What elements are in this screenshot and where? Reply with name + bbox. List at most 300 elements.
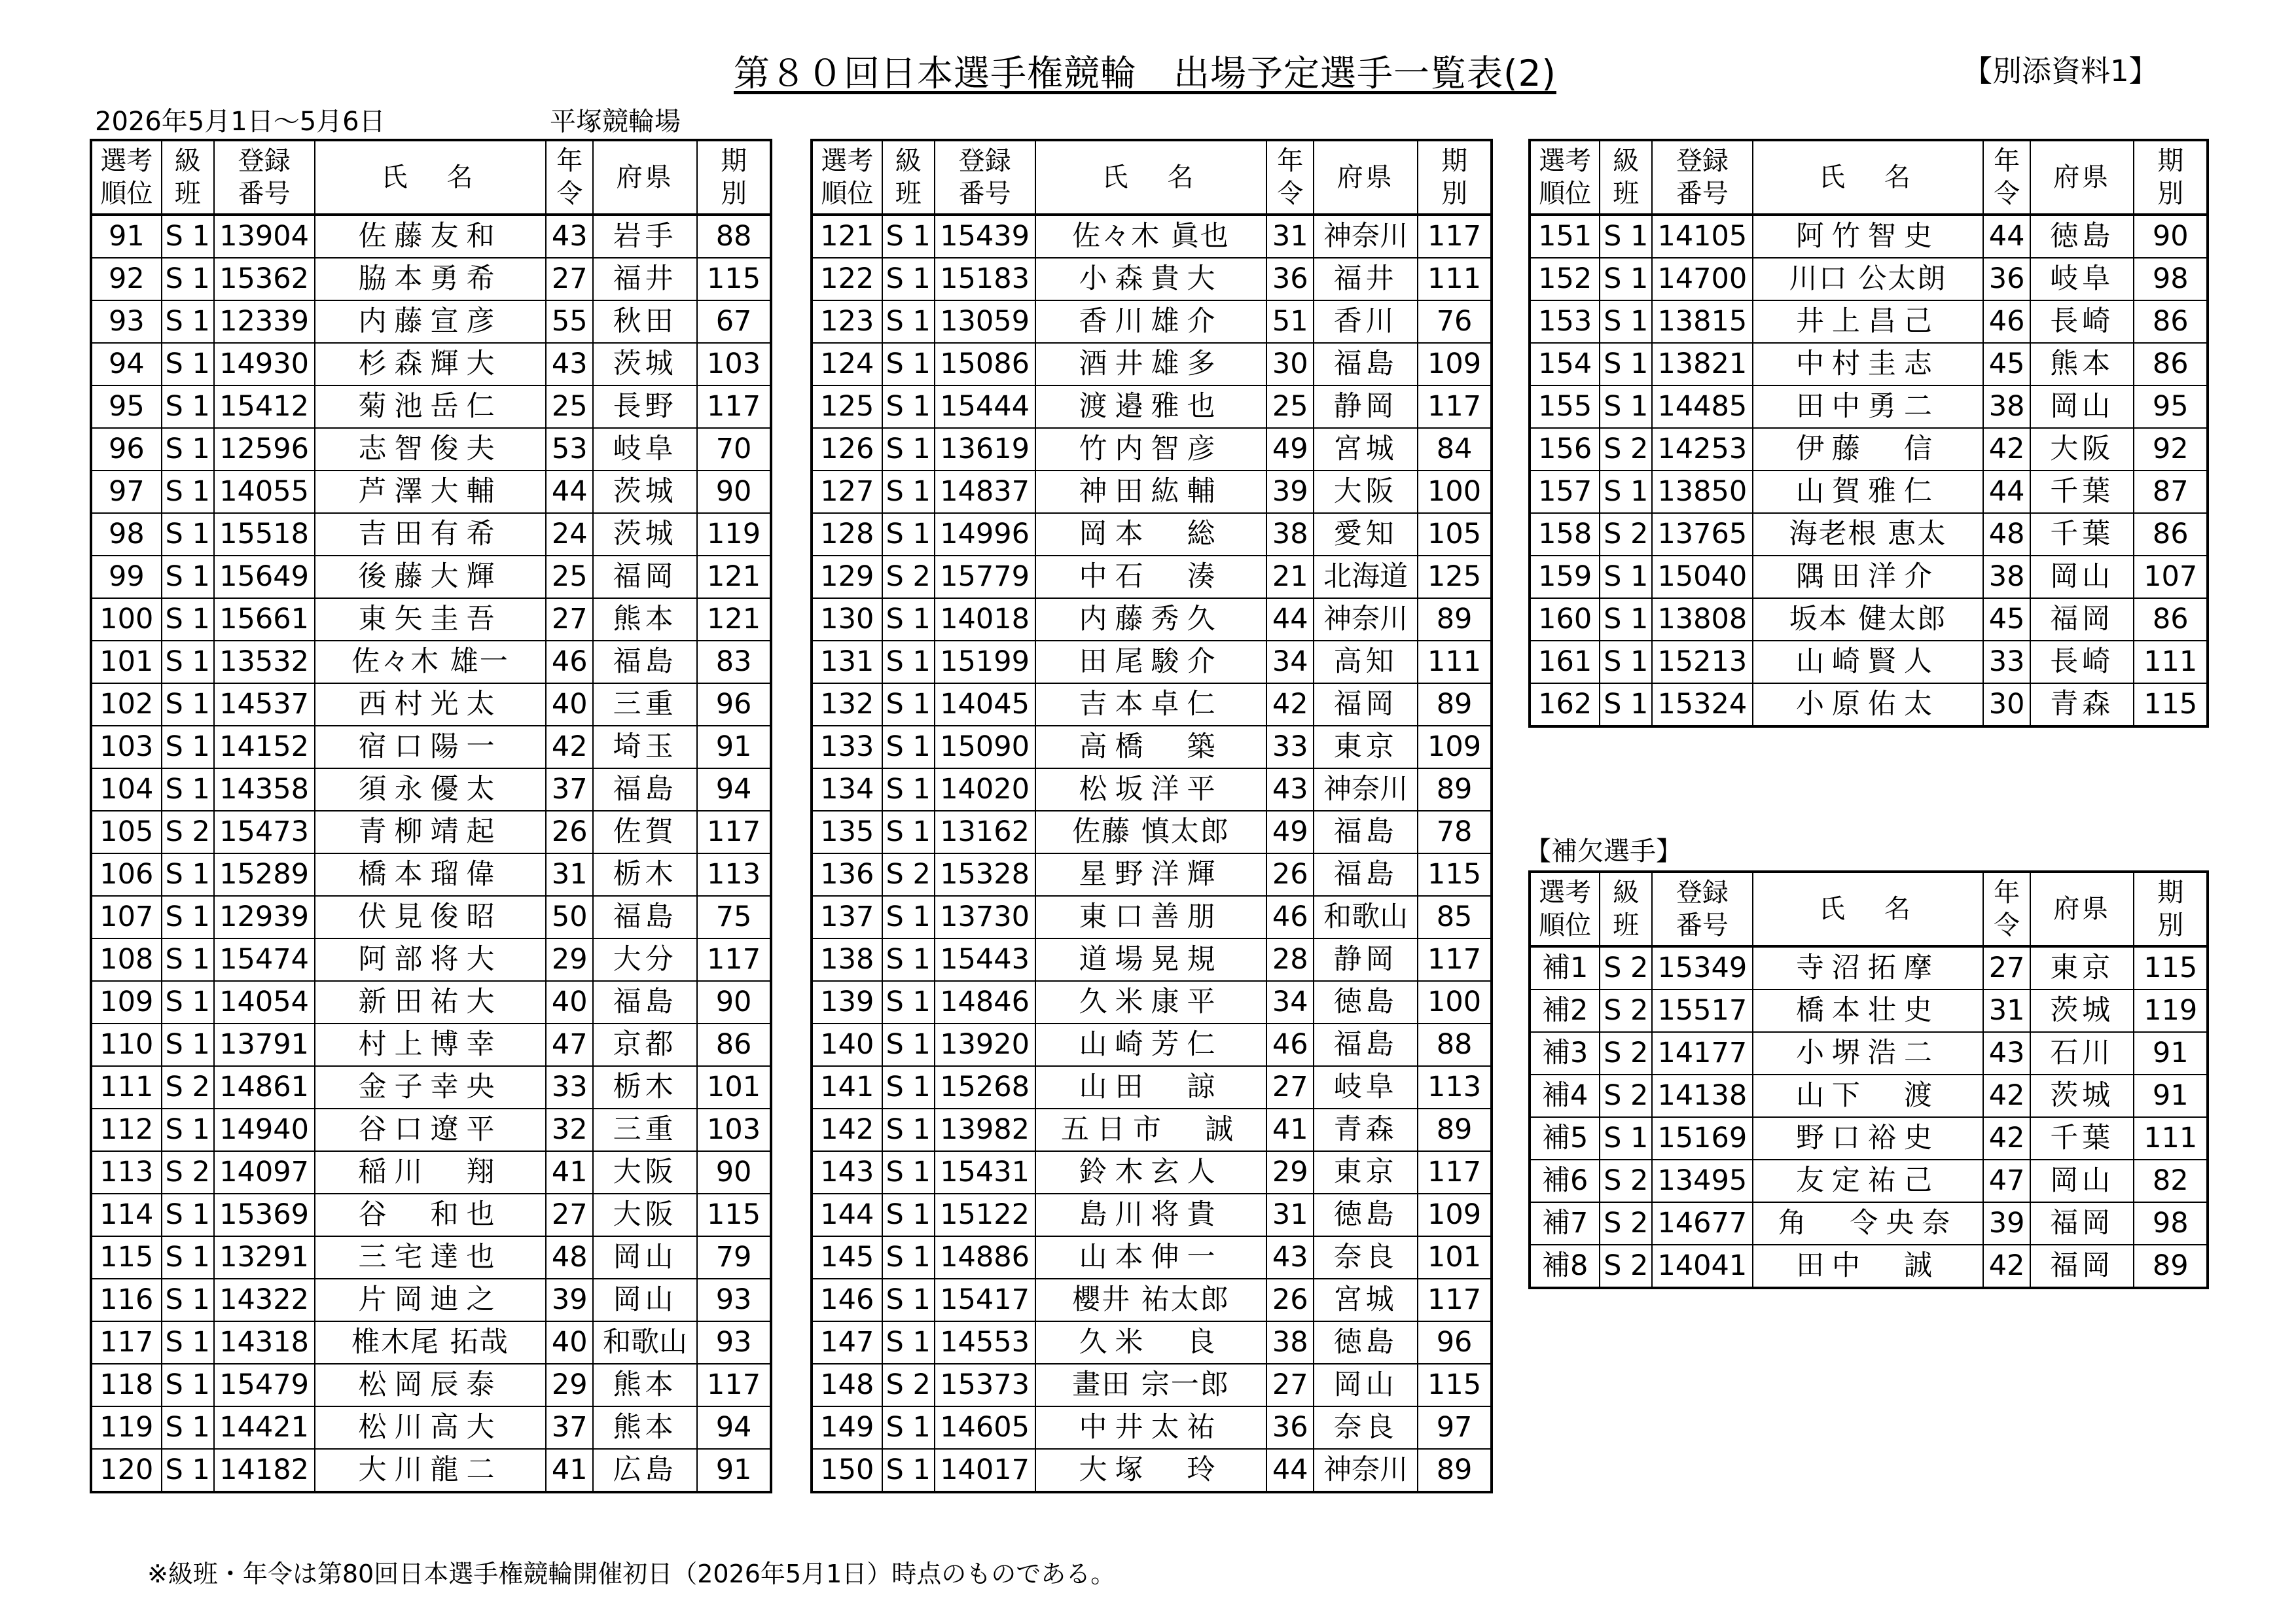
reg-cell: 15349 [1652, 946, 1752, 990]
term-cell: 91 [2134, 1075, 2208, 1117]
reg-cell: 15373 [935, 1364, 1035, 1406]
pref-cell: 福岡 [593, 556, 697, 598]
table-row [812, 258, 1492, 300]
table-row [91, 598, 771, 641]
rank-cell: 127 [812, 471, 882, 513]
class-cell: S 1 [882, 1321, 935, 1364]
pref-cell: 大阪 [2030, 428, 2134, 471]
age-cell: 46 [1266, 896, 1314, 938]
name-cell: 伏見俊昭 [315, 896, 547, 938]
age-cell: 36 [1983, 258, 2030, 300]
name-col-header: 氏 名 [1753, 872, 1984, 946]
age-cell: 43 [546, 343, 593, 385]
name-cell: 角 令央奈 [1753, 1202, 1984, 1245]
class-cell: S 1 [162, 300, 214, 343]
age-col-header: 年 令 [1983, 872, 2030, 946]
reg-cell: 14322 [214, 1279, 315, 1321]
term-cell: 103 [697, 1109, 771, 1151]
name-cell: 久米 良 [1035, 1321, 1267, 1364]
class-cell: S 1 [162, 726, 214, 768]
name-cell: 松坂洋平 [1035, 768, 1267, 811]
reg-cell: 14055 [214, 471, 315, 513]
pref-cell: 千葉 [2030, 513, 2134, 556]
pref-cell: 東京 [2030, 946, 2134, 990]
term-cell: 95 [2134, 385, 2208, 428]
age-cell: 48 [1983, 513, 2030, 556]
rank-cell: 154 [1530, 343, 1600, 385]
reg-col-header: 登録 番号 [1652, 872, 1752, 946]
class-cell: S 1 [882, 1194, 935, 1236]
class-cell: S 1 [1600, 343, 1652, 385]
table-row [1530, 343, 2208, 385]
name-cell: 東口善朋 [1035, 896, 1267, 938]
age-cell: 45 [1983, 598, 2030, 641]
table-row [91, 1151, 771, 1194]
rank-cell: 97 [91, 471, 162, 513]
age-cell: 38 [1266, 1321, 1314, 1364]
reg-cell: 12939 [214, 896, 315, 938]
term-cell: 117 [697, 938, 771, 981]
rank-cell: 128 [812, 513, 882, 556]
name-cell: 松岡辰泰 [315, 1364, 547, 1406]
term-cell: 84 [1418, 428, 1492, 471]
rank-cell: 117 [91, 1321, 162, 1364]
rank-cell: 147 [812, 1321, 882, 1364]
table-row [812, 896, 1492, 938]
table-row [91, 343, 771, 385]
pref-cell: 長崎 [2030, 641, 2134, 683]
reg-cell: 14020 [935, 768, 1035, 811]
name-cell: 神田紘輔 [1035, 471, 1267, 513]
term-cell: 101 [1418, 1236, 1492, 1279]
age-cell: 24 [546, 513, 593, 556]
name-col-header: 氏 名 [315, 140, 547, 215]
term-cell: 97 [1418, 1406, 1492, 1449]
pref-cell: 岡山 [593, 1279, 697, 1321]
table-row [1530, 1245, 2208, 1288]
rank-cell: 142 [812, 1109, 882, 1151]
table-row [1530, 258, 2208, 300]
age-cell: 31 [1266, 215, 1314, 258]
pref-cell: 熊本 [593, 598, 697, 641]
pref-cell: 福島 [1314, 811, 1418, 853]
table-row [1530, 598, 2208, 641]
pref-cell: 福島 [593, 768, 697, 811]
term-cell: 96 [697, 683, 771, 726]
header-row [1530, 872, 2208, 946]
term-cell: 115 [1418, 853, 1492, 896]
name-cell: 阿竹智史 [1753, 215, 1984, 258]
rank-cell: 94 [91, 343, 162, 385]
pref-cell: 神奈川 [1314, 768, 1418, 811]
class-cell: S 2 [882, 556, 935, 598]
term-cell: 90 [697, 981, 771, 1024]
pref-cell: 北海道 [1314, 556, 1418, 598]
rank-cell: 129 [812, 556, 882, 598]
name-cell: 佐々木 雄一 [315, 641, 547, 683]
age-col-header: 年 令 [546, 140, 593, 215]
name-cell: 橋本瑠偉 [315, 853, 547, 896]
reg-cell: 15122 [935, 1194, 1035, 1236]
reg-cell: 14886 [935, 1236, 1035, 1279]
reg-cell: 15517 [1652, 990, 1752, 1032]
pref-cell: 長崎 [2030, 300, 2134, 343]
term-cell: 89 [1418, 1449, 1492, 1492]
class-cell: S 1 [162, 768, 214, 811]
reg-cell: 15649 [214, 556, 315, 598]
age-cell: 45 [1983, 343, 2030, 385]
reg-cell: 15289 [214, 853, 315, 896]
class-cell: S 1 [882, 1151, 935, 1194]
rank-cell: 141 [812, 1066, 882, 1109]
reg-cell: 13791 [214, 1024, 315, 1066]
term-cell: 119 [2134, 990, 2208, 1032]
name-cell: 中村圭志 [1753, 343, 1984, 385]
class-cell: S 1 [882, 300, 935, 343]
reg-cell: 14045 [935, 683, 1035, 726]
age-cell: 29 [546, 938, 593, 981]
rank-cell: 補4 [1530, 1075, 1600, 1117]
reg-cell: 14677 [1652, 1202, 1752, 1245]
class-cell: S 2 [1600, 946, 1652, 990]
class-cell: S 2 [1600, 513, 1652, 556]
table-row [1530, 1032, 2208, 1075]
reg-cell: 14700 [1652, 258, 1752, 300]
age-cell: 33 [1266, 726, 1314, 768]
rank-cell: 125 [812, 385, 882, 428]
table-row [91, 1449, 771, 1492]
pref-cell: 香川 [1314, 300, 1418, 343]
pref-cell: 東京 [1314, 726, 1418, 768]
pref-cell: 福島 [1314, 343, 1418, 385]
name-cell: 脇本勇希 [315, 258, 547, 300]
rank-cell: 162 [1530, 683, 1600, 726]
term-cell: 98 [2134, 258, 2208, 300]
rank-cell: 135 [812, 811, 882, 853]
name-cell: 田尾駿介 [1035, 641, 1267, 683]
pref-cell: 岡山 [593, 1236, 697, 1279]
pref-cell: 栃木 [593, 853, 697, 896]
table-row [812, 1151, 1492, 1194]
rank-cell: 116 [91, 1279, 162, 1321]
pref-cell: 福島 [593, 896, 697, 938]
pref-cell: 京都 [593, 1024, 697, 1066]
name-cell: 吉本卓仁 [1035, 683, 1267, 726]
reg-cell: 14182 [214, 1449, 315, 1492]
term-col-header: 期 別 [1418, 140, 1492, 215]
age-cell: 37 [546, 768, 593, 811]
age-cell: 47 [546, 1024, 593, 1066]
age-cell: 34 [1266, 981, 1314, 1024]
name-cell: 友定祐己 [1753, 1160, 1984, 1202]
table-row [91, 938, 771, 981]
class-cell: S 1 [882, 1279, 935, 1321]
reg-col-header: 登録 番号 [214, 140, 315, 215]
age-cell: 39 [1266, 471, 1314, 513]
term-cell: 109 [1418, 343, 1492, 385]
rank-cell: 補1 [1530, 946, 1600, 990]
name-cell: 村上博幸 [315, 1024, 547, 1066]
term-cell: 70 [697, 428, 771, 471]
reg-cell: 14421 [214, 1406, 315, 1449]
pref-cell: 青森 [2030, 683, 2134, 726]
reg-cell: 15328 [935, 853, 1035, 896]
term-cell: 100 [1418, 981, 1492, 1024]
table-row [1530, 990, 2208, 1032]
reg-cell: 14318 [214, 1321, 315, 1364]
reg-cell: 13291 [214, 1236, 315, 1279]
age-cell: 51 [1266, 300, 1314, 343]
reg-cell: 14177 [1652, 1032, 1752, 1075]
name-cell: 西村光太 [315, 683, 547, 726]
table-row [91, 1109, 771, 1151]
term-cell: 86 [2134, 513, 2208, 556]
name-cell: 須永優太 [315, 768, 547, 811]
age-cell: 33 [546, 1066, 593, 1109]
class-cell: S 1 [162, 385, 214, 428]
rank-cell: 124 [812, 343, 882, 385]
class-col-header: 級 班 [882, 140, 935, 215]
age-cell: 33 [1983, 641, 2030, 683]
class-cell: S 1 [882, 1066, 935, 1109]
term-cell: 89 [1418, 1109, 1492, 1151]
reg-cell: 13821 [1652, 343, 1752, 385]
table-row [812, 385, 1492, 428]
term-cell: 117 [697, 1364, 771, 1406]
reg-cell: 14041 [1652, 1245, 1752, 1288]
age-cell: 25 [546, 385, 593, 428]
name-cell: 岡本 総 [1035, 513, 1267, 556]
name-cell: 小森貴大 [1035, 258, 1267, 300]
rank-cell: 160 [1530, 598, 1600, 641]
pref-cell: 奈良 [1314, 1236, 1418, 1279]
name-cell: 橋本壮史 [1753, 990, 1984, 1032]
reg-cell: 15474 [214, 938, 315, 981]
class-col-header: 級 班 [162, 140, 214, 215]
age-cell: 36 [1266, 1406, 1314, 1449]
class-cell: S 1 [882, 343, 935, 385]
class-cell: S 1 [1600, 683, 1652, 726]
rank-cell: 103 [91, 726, 162, 768]
table-row [1530, 556, 2208, 598]
rank-cell: 139 [812, 981, 882, 1024]
age-cell: 42 [1983, 1117, 2030, 1160]
name-cell: 稲川 翔 [315, 1151, 547, 1194]
reg-cell: 15479 [214, 1364, 315, 1406]
table-row [812, 598, 1492, 641]
table-row [1530, 300, 2208, 343]
term-col-header: 期 別 [2134, 140, 2208, 215]
table-row [91, 1236, 771, 1279]
reg-cell: 14018 [935, 598, 1035, 641]
pref-cell: 埼玉 [593, 726, 697, 768]
class-cell: S 1 [882, 598, 935, 641]
age-cell: 40 [546, 683, 593, 726]
rank-col-header: 選考 順位 [812, 140, 882, 215]
table-row [812, 513, 1492, 556]
name-cell: 中井太祐 [1035, 1406, 1267, 1449]
reg-cell: 15412 [214, 385, 315, 428]
reg-cell: 15779 [935, 556, 1035, 598]
rank-cell: 補7 [1530, 1202, 1600, 1245]
class-cell: S 1 [882, 811, 935, 853]
rank-cell: 補8 [1530, 1245, 1600, 1288]
pref-cell: 熊本 [593, 1364, 697, 1406]
rank-cell: 111 [91, 1066, 162, 1109]
class-cell: S 1 [162, 428, 214, 471]
rank-cell: 106 [91, 853, 162, 896]
rank-cell: 132 [812, 683, 882, 726]
age-cell: 25 [546, 556, 593, 598]
term-cell: 109 [1418, 1194, 1492, 1236]
rank-cell: 109 [91, 981, 162, 1024]
age-cell: 31 [1983, 990, 2030, 1032]
term-cell: 117 [1418, 215, 1492, 258]
age-cell: 41 [1266, 1109, 1314, 1151]
pref-cell: 熊本 [2030, 343, 2134, 385]
age-cell: 27 [1983, 946, 2030, 990]
header-row [1530, 140, 2208, 215]
term-cell: 78 [1418, 811, 1492, 853]
pref-cell: 神奈川 [1314, 215, 1418, 258]
class-cell: S 1 [162, 1279, 214, 1321]
rank-cell: 93 [91, 300, 162, 343]
name-cell: 島川将貴 [1035, 1194, 1267, 1236]
age-cell: 49 [1266, 428, 1314, 471]
table-row [1530, 641, 2208, 683]
class-cell: S 1 [1600, 556, 1652, 598]
reg-cell: 13532 [214, 641, 315, 683]
name-cell: 鈴木玄人 [1035, 1151, 1267, 1194]
class-cell: S 1 [882, 938, 935, 981]
name-col-header: 氏 名 [1035, 140, 1267, 215]
rank-cell: 151 [1530, 215, 1600, 258]
class-cell: S 1 [882, 258, 935, 300]
reg-cell: 15661 [214, 598, 315, 641]
age-cell: 44 [1266, 1449, 1314, 1492]
table-row [91, 641, 771, 683]
class-cell: S 1 [162, 1024, 214, 1066]
table-row [812, 641, 1492, 683]
term-cell: 90 [2134, 215, 2208, 258]
rank-cell: 161 [1530, 641, 1600, 683]
class-cell: S 2 [1600, 1075, 1652, 1117]
age-cell: 55 [546, 300, 593, 343]
class-cell: S 1 [162, 1236, 214, 1279]
footnote: ※級班・年令は第80回日本選手権競輪開催初日（2026年5月1日）時点のものである。 [147, 1560, 1116, 1588]
term-cell: 117 [697, 811, 771, 853]
reg-cell: 14097 [214, 1151, 315, 1194]
rank-cell: 157 [1530, 471, 1600, 513]
rank-cell: 110 [91, 1024, 162, 1066]
reg-cell: 14553 [935, 1321, 1035, 1364]
reg-cell: 15444 [935, 385, 1035, 428]
name-cell: 伊藤 信 [1753, 428, 1984, 471]
table-row [812, 215, 1492, 258]
term-cell: 89 [1418, 683, 1492, 726]
reg-cell: 15431 [935, 1151, 1035, 1194]
pref-cell: 岐阜 [2030, 258, 2134, 300]
class-cell: S 1 [1600, 598, 1652, 641]
name-cell: 高橋 築 [1035, 726, 1267, 768]
class-cell: S 1 [882, 1236, 935, 1279]
reg-cell: 14996 [935, 513, 1035, 556]
rank-cell: 補6 [1530, 1160, 1600, 1202]
rank-cell: 146 [812, 1279, 882, 1321]
term-cell: 88 [1418, 1024, 1492, 1066]
term-cell: 111 [2134, 1117, 2208, 1160]
name-cell: 片岡迪之 [315, 1279, 547, 1321]
table-row [91, 981, 771, 1024]
table-row [1530, 683, 2208, 726]
name-cell: 山崎芳仁 [1035, 1024, 1267, 1066]
term-cell: 89 [1418, 768, 1492, 811]
name-cell: 椎木尾 拓哉 [315, 1321, 547, 1364]
age-cell: 38 [1983, 385, 2030, 428]
pref-cell: 岩手 [593, 215, 697, 258]
name-cell: 佐々木 眞也 [1035, 215, 1267, 258]
table-row [91, 1024, 771, 1066]
reg-cell: 14861 [214, 1066, 315, 1109]
pref-cell: 石川 [2030, 1032, 2134, 1075]
table-row [812, 726, 1492, 768]
class-cell: S 1 [882, 1024, 935, 1066]
table-row [812, 853, 1492, 896]
name-cell: 井上昌己 [1753, 300, 1984, 343]
reg-cell: 15369 [214, 1194, 315, 1236]
name-cell: 志智俊夫 [315, 428, 547, 471]
reserve-heading: 【補欠選手】 [1525, 836, 1682, 866]
term-cell: 94 [697, 768, 771, 811]
rank-cell: 91 [91, 215, 162, 258]
rank-cell: 133 [812, 726, 882, 768]
reg-cell: 14017 [935, 1449, 1035, 1492]
reg-cell: 15183 [935, 258, 1035, 300]
rank-cell: 95 [91, 385, 162, 428]
rank-cell: 159 [1530, 556, 1600, 598]
pref-cell: 栃木 [593, 1066, 697, 1109]
pref-cell: 宮城 [1314, 1279, 1418, 1321]
age-cell: 48 [546, 1236, 593, 1279]
rank-col-header: 選考 順位 [91, 140, 162, 215]
reg-cell: 14930 [214, 343, 315, 385]
table-row [1530, 1160, 2208, 1202]
pref-cell: 福岡 [2030, 1202, 2134, 1245]
age-cell: 44 [1983, 215, 2030, 258]
table-row [812, 1279, 1492, 1321]
age-cell: 30 [1266, 343, 1314, 385]
table-row [91, 1279, 771, 1321]
table-row [812, 1321, 1492, 1364]
age-cell: 42 [1983, 1245, 2030, 1288]
name-cell: 五日市 誠 [1035, 1109, 1267, 1151]
rank-cell: 122 [812, 258, 882, 300]
age-cell: 31 [546, 853, 593, 896]
term-cell: 100 [1418, 471, 1492, 513]
table-row [812, 343, 1492, 385]
pref-cell: 徳島 [2030, 215, 2134, 258]
class-cell: S 1 [882, 1449, 935, 1492]
term-cell: 91 [2134, 1032, 2208, 1075]
term-cell: 86 [2134, 598, 2208, 641]
age-cell: 44 [546, 471, 593, 513]
table-row [812, 811, 1492, 853]
header-row [812, 140, 1492, 215]
table-row [1530, 428, 2208, 471]
term-cell: 91 [697, 1449, 771, 1492]
rank-cell: 137 [812, 896, 882, 938]
term-cell: 86 [2134, 300, 2208, 343]
